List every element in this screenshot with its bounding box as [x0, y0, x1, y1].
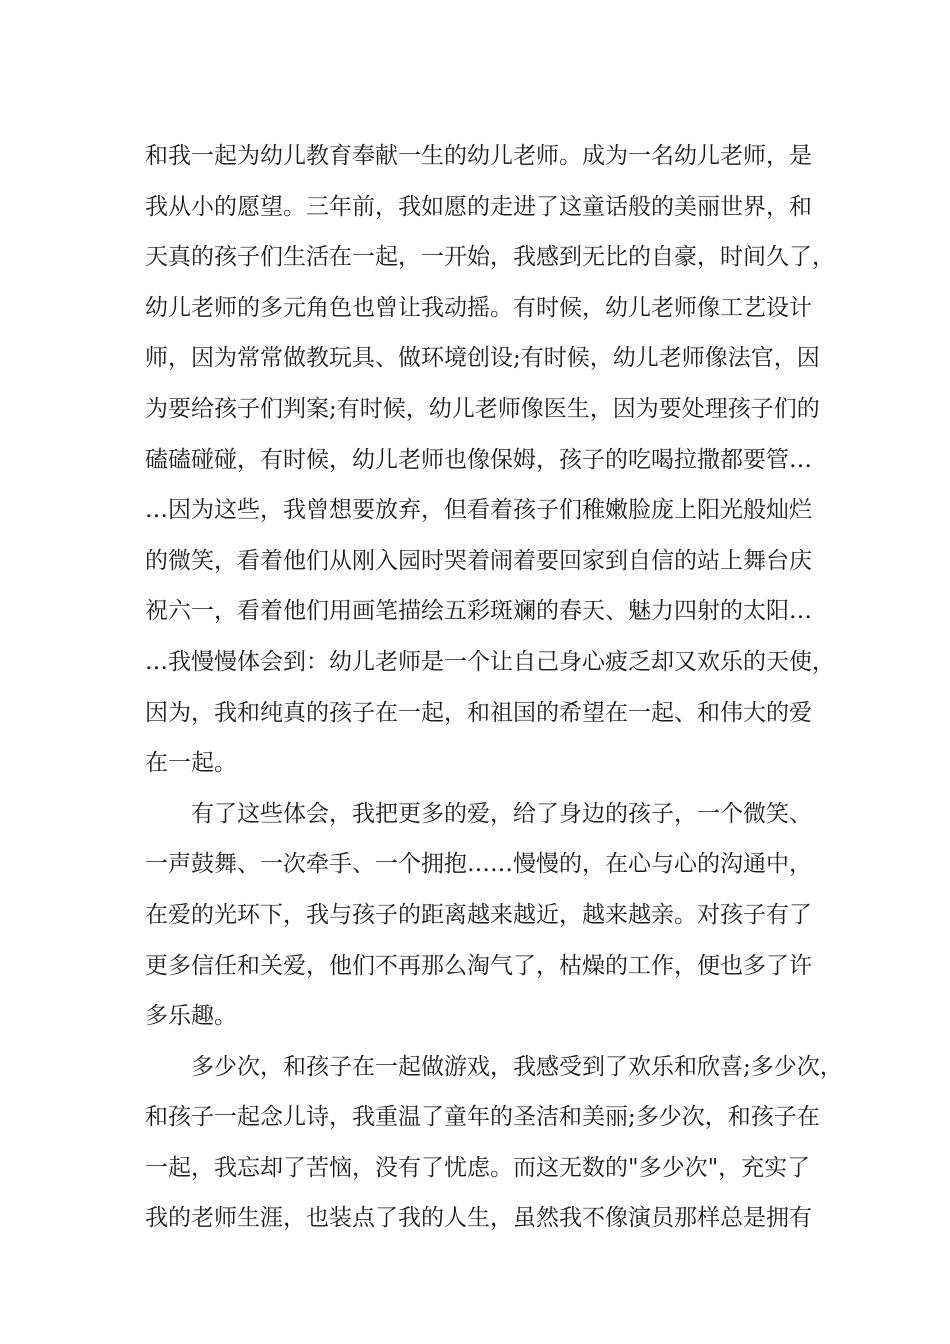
paragraph-1-line-11: …我慢慢体会到：幼儿老师是一个让自己身心疲乏却又欢乐的天使， [145, 648, 835, 675]
paragraph-2-line-2: 一声鼓舞、一次牵手、一个拥抱……慢慢的，在心与心的沟通中， [145, 851, 812, 878]
paragraph-1-line-3: 天真的孩子们生活在一起，一开始，我感到无比的自豪，时间久了， [145, 244, 835, 271]
paragraph-2-line-4: 更多信任和关爱，他们不再那么淘气了，枯燥的工作，便也多了许 [145, 952, 812, 979]
paragraph-1-line-8: …因为这些，我曾想要放弃，但看着孩子们稚嫩脸庞上阳光般灿烂 [145, 497, 812, 524]
paragraph-3-line-3: 一起，我忘却了苦恼，没有了忧虑。而这无数的"多少次"，充实了 [145, 1154, 811, 1181]
paragraph-1-line-12: 因为，我和纯真的孩子在一起，和祖国的希望在一起、和伟大的爱 [145, 699, 812, 726]
paragraph-1-line-13: 在一起。 [145, 750, 237, 777]
paragraph-1-line-6: 为要给孩子们判案;有时候，幼儿老师像医生，因为要处理孩子们的 [145, 395, 820, 422]
paragraph-2-line-5: 多乐趣。 [145, 1003, 237, 1030]
paragraph-2-line-1: 有了这些体会，我把更多的爱，给了身边的孩子，一个微笑、 [191, 800, 812, 827]
paragraph-3-line-4: 我的老师生涯，也装点了我的人生，虽然我不像演员那样总是拥有 [145, 1205, 812, 1232]
document-body [145, 131, 843, 1244]
paragraph-2-line-3: 在爱的光环下，我与孩子的距离越来越近，越来越亲。对孩子有了 [145, 901, 812, 928]
paragraph-1-line-7: 磕磕碰碰，有时候，幼儿老师也像保姆，孩子的吃喝拉撒都要管… [145, 446, 812, 473]
paragraph-3-line-1: 多少次，和孩子在一起做游戏，我感受到了欢乐和欣喜;多少次， [191, 1053, 843, 1080]
paragraph-1-line-1: 和我一起为幼儿教育奉献一生的幼儿老师。成为一名幼儿老师，是 [145, 143, 812, 169]
paragraph-1-line-9: 的微笑，看着他们从刚入园时哭着闹着要回家到自信的站上舞台庆 [145, 547, 812, 574]
paragraph-3-line-2: 和孩子一起念儿诗，我重温了童年的圣洁和美丽;多少次，和孩子在 [145, 1104, 820, 1131]
paragraph-1-line-5: 师，因为常常做教玩具、做环境创设;有时候，幼儿老师像法官，因 [145, 345, 820, 372]
paragraph-1-line-10: 祝六一，看着他们用画笔描绘五彩斑斓的春天、魅力四射的太阳… [145, 598, 812, 625]
paragraph-1-line-4: 幼儿老师的多元角色也曾让我动摇。有时候，幼儿老师像工艺设计 [145, 294, 812, 321]
paragraph-1-line-2: 我从小的愿望。三年前，我如愿的走进了这童话般的美丽世界，和 [145, 193, 812, 220]
